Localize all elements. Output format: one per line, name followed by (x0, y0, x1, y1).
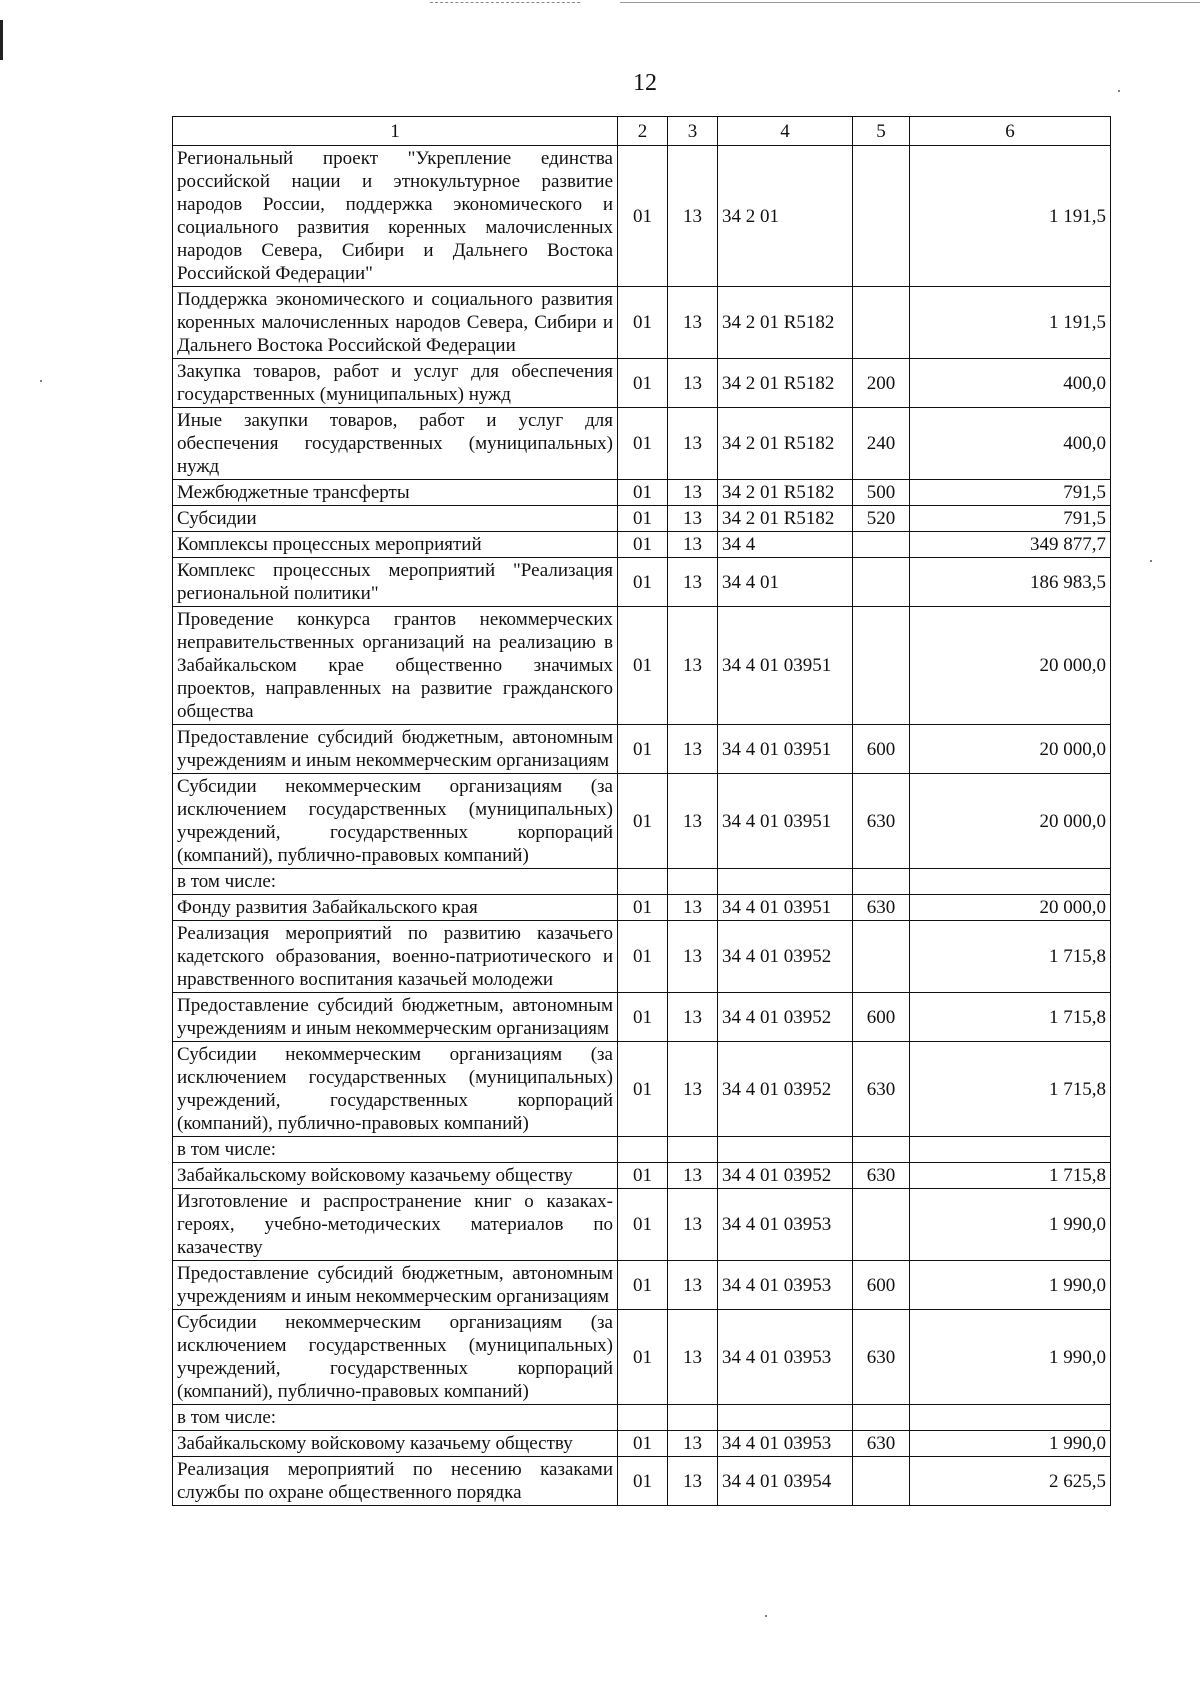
cell-subsection: 13 (668, 359, 718, 408)
cell-name: Субсидии некоммерческим организациям (за исключением государственных (муниципальных) учреждений, государственных корпораций (компаний), публично-правовых компаний) (173, 1042, 618, 1137)
scan-speck (1150, 560, 1152, 562)
cell-section: 01 (618, 408, 668, 480)
cell-target-code: 34 4 01 (718, 558, 853, 607)
cell-target-code: 34 2 01 (718, 146, 853, 287)
table-row (173, 506, 1111, 532)
cell-name: Субсидии некоммерческим организациям (за исключением государственных (муниципальных) учреждений, государственных корпораций (компаний), публично-правовых компаний) (173, 1310, 618, 1405)
cell-subsection: 13 (668, 1310, 718, 1405)
cell-target-code (718, 1405, 853, 1431)
cell-name: Межбюджетные трансферты (173, 480, 618, 506)
cell-name: Субсидии (173, 506, 618, 532)
cell-amount: 186 983,5 (910, 558, 1111, 607)
cell-amount: 20 000,0 (910, 895, 1111, 921)
cell-amount (910, 1137, 1111, 1163)
cell-name: Закупка товаров, работ и услуг для обеспечения государственных (муниципальных) нужд (173, 359, 618, 408)
cell-expense-type: 630 (853, 774, 910, 869)
cell-target-code: 34 2 01 R5182 (718, 359, 853, 408)
column-header: 4 (718, 117, 853, 146)
cell-section: 01 (618, 1189, 668, 1261)
cell-target-code: 34 4 01 03952 (718, 921, 853, 993)
budget-table-body (173, 117, 1111, 1506)
cell-section: 01 (618, 480, 668, 506)
cell-name: Субсидии некоммерческим организациям (за исключением государственных (муниципальных) учреждений, государственных корпораций (компаний), публично-правовых компаний) (173, 774, 618, 869)
table-row (173, 993, 1111, 1042)
scan-edge-mark (0, 20, 3, 60)
table-row (173, 532, 1111, 558)
cell-name: Комплекс процессных мероприятий "Реализация региональной политики" (173, 558, 618, 607)
cell-target-code: 34 2 01 R5182 (718, 408, 853, 480)
table-row (173, 607, 1111, 725)
cell-amount: 1 990,0 (910, 1431, 1111, 1457)
cell-target-code: 34 4 01 03953 (718, 1189, 853, 1261)
cell-subsection (668, 869, 718, 895)
cell-subsection: 13 (668, 607, 718, 725)
cell-amount: 1 191,5 (910, 146, 1111, 287)
cell-name: Проведение конкурса грантов некоммерческих неправительственных организаций на реализацию в Забайкальском крае общественно значимых проектов, направленных на развитие гражданского общества (173, 607, 618, 725)
table-row (173, 287, 1111, 359)
cell-subsection: 13 (668, 532, 718, 558)
cell-subsection: 13 (668, 1163, 718, 1189)
cell-amount: 1 715,8 (910, 1042, 1111, 1137)
cell-name: Реализация мероприятий по несению казаками службы по охране общественного порядка (173, 1457, 618, 1506)
cell-amount: 1 715,8 (910, 921, 1111, 993)
cell-expense-type: 520 (853, 506, 910, 532)
table-row (173, 1189, 1111, 1261)
cell-subsection: 13 (668, 146, 718, 287)
table-row (173, 1457, 1111, 1506)
cell-expense-type: 600 (853, 993, 910, 1042)
cell-target-code: 34 2 01 R5182 (718, 506, 853, 532)
cell-name: в том числе: (173, 1137, 618, 1163)
cell-expense-type (853, 1457, 910, 1506)
cell-section: 01 (618, 1457, 668, 1506)
cell-subsection: 13 (668, 895, 718, 921)
cell-section: 01 (618, 1431, 668, 1457)
scan-artifact-line (620, 2, 1200, 3)
cell-expense-type: 630 (853, 1042, 910, 1137)
cell-section: 01 (618, 993, 668, 1042)
cell-name: Забайкальскому войсковому казачьему обществу (173, 1163, 618, 1189)
column-header: 6 (910, 117, 1111, 146)
cell-section: 01 (618, 287, 668, 359)
cell-subsection: 13 (668, 1457, 718, 1506)
cell-amount: 1 990,0 (910, 1189, 1111, 1261)
cell-expense-type: 600 (853, 1261, 910, 1310)
cell-name: Предоставление субсидий бюджетным, автономным учреждениям и иным некоммерческим организациям (173, 993, 618, 1042)
table-row (173, 146, 1111, 287)
table-row (173, 895, 1111, 921)
cell-subsection: 13 (668, 408, 718, 480)
cell-name: Комплексы процессных мероприятий (173, 532, 618, 558)
cell-expense-type (853, 532, 910, 558)
cell-target-code: 34 4 01 03951 (718, 895, 853, 921)
cell-amount: 349 877,7 (910, 532, 1111, 558)
cell-expense-type: 630 (853, 1310, 910, 1405)
cell-target-code: 34 4 01 03951 (718, 607, 853, 725)
table-row (173, 1042, 1111, 1137)
table-row (173, 408, 1111, 480)
column-header: 3 (668, 117, 718, 146)
table-row (173, 1405, 1111, 1431)
table-row (173, 921, 1111, 993)
cell-amount (910, 1405, 1111, 1431)
cell-amount: 1 990,0 (910, 1261, 1111, 1310)
cell-subsection: 13 (668, 1261, 718, 1310)
cell-subsection (668, 1137, 718, 1163)
cell-expense-type: 600 (853, 725, 910, 774)
cell-section: 01 (618, 895, 668, 921)
cell-subsection: 13 (668, 506, 718, 532)
cell-expense-type: 630 (853, 895, 910, 921)
cell-name: в том числе: (173, 869, 618, 895)
cell-section: 01 (618, 725, 668, 774)
cell-expense-type: 630 (853, 1163, 910, 1189)
cell-section (618, 1137, 668, 1163)
cell-name: Изготовление и распространение книг о казаках-героях, учебно-методических материалов по казачеству (173, 1189, 618, 1261)
cell-target-code: 34 4 01 03951 (718, 774, 853, 869)
scan-speck (765, 1615, 767, 1617)
cell-subsection (668, 1405, 718, 1431)
table-row (173, 1261, 1111, 1310)
cell-target-code: 34 4 01 03951 (718, 725, 853, 774)
column-header: 2 (618, 117, 668, 146)
cell-expense-type (853, 1405, 910, 1431)
cell-amount: 20 000,0 (910, 607, 1111, 725)
cell-amount (910, 869, 1111, 895)
cell-amount: 2 625,5 (910, 1457, 1111, 1506)
column-header: 5 (853, 117, 910, 146)
cell-section: 01 (618, 506, 668, 532)
cell-subsection: 13 (668, 287, 718, 359)
cell-section: 01 (618, 558, 668, 607)
table-row (173, 774, 1111, 869)
cell-target-code: 34 4 01 03953 (718, 1310, 853, 1405)
cell-amount: 1 990,0 (910, 1310, 1111, 1405)
cell-target-code: 34 2 01 R5182 (718, 287, 853, 359)
table-row (173, 558, 1111, 607)
cell-section: 01 (618, 1310, 668, 1405)
cell-amount: 1 191,5 (910, 287, 1111, 359)
cell-target-code: 34 2 01 R5182 (718, 480, 853, 506)
scan-speck (1118, 90, 1120, 92)
cell-target-code: 34 4 (718, 532, 853, 558)
cell-name: в том числе: (173, 1405, 618, 1431)
cell-expense-type: 240 (853, 408, 910, 480)
cell-name: Региональный проект "Укрепление единства российской нации и этнокультурное развитие народов России, поддержка экономического и социального развития коренных малочисленных народов Севера, Сибири и Дальнего Востока Российской Федерации" (173, 146, 618, 287)
cell-name: Предоставление субсидий бюджетным, автономным учреждениям и иным некоммерческим организациям (173, 725, 618, 774)
table-header-row (173, 117, 1111, 146)
cell-section: 01 (618, 607, 668, 725)
cell-section (618, 1405, 668, 1431)
cell-expense-type: 630 (853, 1431, 910, 1457)
table-row (173, 1310, 1111, 1405)
cell-subsection: 13 (668, 774, 718, 869)
page-number: 12 (633, 70, 657, 96)
table-row (173, 725, 1111, 774)
cell-section: 01 (618, 146, 668, 287)
cell-expense-type (853, 607, 910, 725)
cell-section: 01 (618, 1261, 668, 1310)
cell-amount: 791,5 (910, 506, 1111, 532)
cell-name: Забайкальскому войсковому казачьему обществу (173, 1431, 618, 1457)
cell-target-code: 34 4 01 03953 (718, 1431, 853, 1457)
cell-expense-type (853, 869, 910, 895)
cell-subsection: 13 (668, 1431, 718, 1457)
cell-expense-type (853, 1189, 910, 1261)
cell-target-code: 34 4 01 03952 (718, 1163, 853, 1189)
cell-name: Поддержка экономического и социального развития коренных малочисленных народов Севера, Сибири и Дальнего Востока Российской Федерации (173, 287, 618, 359)
cell-amount: 1 715,8 (910, 993, 1111, 1042)
cell-name: Реализация мероприятий по развитию казачьего кадетского образования, военно-патриотического и нравственного воспитания казачьей молодежи (173, 921, 618, 993)
cell-section: 01 (618, 532, 668, 558)
cell-target-code (718, 1137, 853, 1163)
scan-speck (40, 380, 42, 382)
cell-subsection: 13 (668, 480, 718, 506)
cell-section: 01 (618, 774, 668, 869)
cell-expense-type (853, 1137, 910, 1163)
cell-amount: 20 000,0 (910, 725, 1111, 774)
cell-subsection: 13 (668, 1189, 718, 1261)
cell-amount: 20 000,0 (910, 774, 1111, 869)
cell-subsection: 13 (668, 1042, 718, 1137)
cell-subsection: 13 (668, 921, 718, 993)
cell-section: 01 (618, 1042, 668, 1137)
cell-amount: 400,0 (910, 408, 1111, 480)
column-header: 1 (173, 117, 618, 146)
cell-target-code: 34 4 01 03954 (718, 1457, 853, 1506)
cell-expense-type (853, 146, 910, 287)
cell-target-code: 34 4 01 03952 (718, 1042, 853, 1137)
cell-subsection: 13 (668, 558, 718, 607)
budget-table (172, 116, 1111, 1506)
cell-name: Фонду развития Забайкальского края (173, 895, 618, 921)
cell-amount: 791,5 (910, 480, 1111, 506)
cell-expense-type: 200 (853, 359, 910, 408)
table-row (173, 1137, 1111, 1163)
cell-expense-type: 500 (853, 480, 910, 506)
cell-section (618, 869, 668, 895)
cell-section: 01 (618, 921, 668, 993)
table-row (173, 1431, 1111, 1457)
cell-section: 01 (618, 359, 668, 408)
table-row (173, 359, 1111, 408)
cell-amount: 1 715,8 (910, 1163, 1111, 1189)
cell-target-code (718, 869, 853, 895)
cell-target-code: 34 4 01 03953 (718, 1261, 853, 1310)
cell-name: Иные закупки товаров, работ и услуг для обеспечения государственных (муниципальных) нужд (173, 408, 618, 480)
cell-expense-type (853, 558, 910, 607)
table-row (173, 480, 1111, 506)
cell-target-code: 34 4 01 03952 (718, 993, 853, 1042)
cell-expense-type (853, 287, 910, 359)
cell-name: Предоставление субсидий бюджетным, автономным учреждениям и иным некоммерческим организациям (173, 1261, 618, 1310)
cell-subsection: 13 (668, 725, 718, 774)
scan-artifact-line (430, 2, 580, 3)
cell-expense-type (853, 921, 910, 993)
cell-amount: 400,0 (910, 359, 1111, 408)
table-row (173, 1163, 1111, 1189)
cell-section: 01 (618, 1163, 668, 1189)
cell-subsection: 13 (668, 993, 718, 1042)
table-row (173, 869, 1111, 895)
